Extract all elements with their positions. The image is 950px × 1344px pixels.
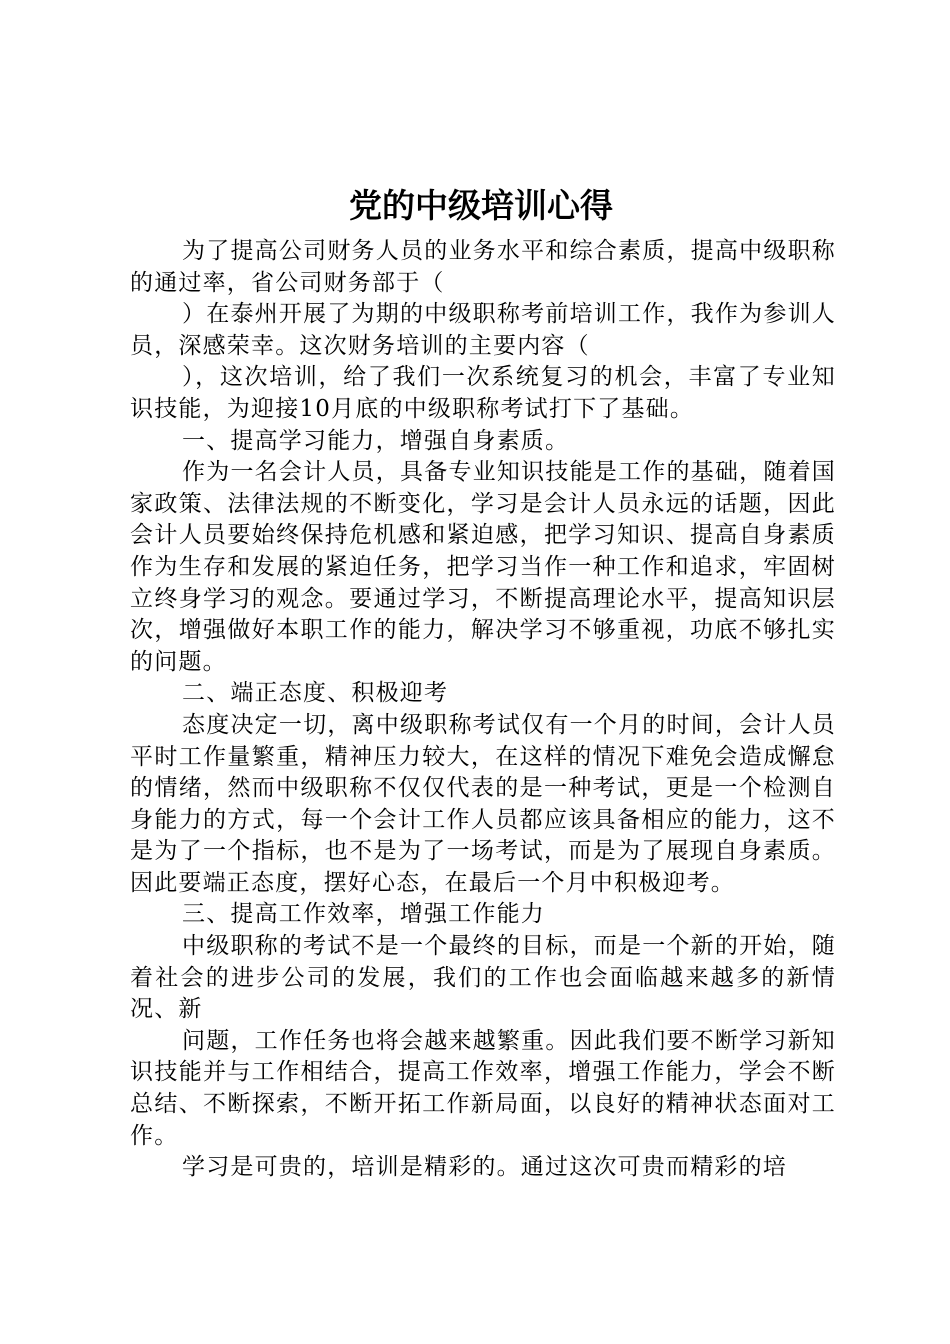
section-heading-3: 三、提高工作效率，增强工作能力 [182,901,545,928]
paragraph-3: ），这次培训，给了我们一次系统复习的机会，丰富了专业知识技能，为迎接10月底的中级职称考试打下了基础。 [130,364,836,422]
paragraph-6: 中级职称的考试不是一个最终的目标，而是一个新的开始，随着社会的进步公司的发展，我们的工作也会面临越来越多的新情况、新 [130,933,836,1023]
document-title: 党的中级培训心得 [349,186,613,225]
paragraph-5: 态度决定一切，离中级职称考试仅有一个月的时间，会计人员平时工作量繁重，精神压力较大，在这样的情况下难免会造成懈怠的情绪，然而中级职称不仅仅代表的是一种考试，更是一个检测自身能力的方式，每一个会计工作人员都应该具备相应的能力，这不是为了一个指标，也不是为了一场考试，而是为了展现自身素质。因此要端正态度，摆好心态，在最后一个月中积极迎考。 [130,711,836,896]
paragraph-7: 问题，工作任务也将会越来越繁重。因此我们要不断学习新知识技能并与工作相结合，提高工作效率，增强工作能力，学会不断总结、不断探索，不断开拓工作新局面，以良好的精神状态面对工作。 [130,1027,836,1149]
paragraph-1: 为了提高公司财务人员的业务水平和综合素质，提高中级职称的通过率，省公司财务部于（ [130,238,836,296]
document-body [130,236,836,1184]
paragraph-2: ）在泰州开展了为期的中级职称考前培训工作，我作为参训人员，深感荣幸。这次财务培训的主要内容（ [130,301,836,359]
paragraph-4: 作为一名会计人员，具备专业知识技能是工作的基础，随着国家政策、法律法规的不断变化，学习是会计人员永远的话题，因此会计人员要始终保持危机感和紧迫感，把学习知识、提高自身素质作为生存和发展的紧迫任务，把学习当作一种工作和追求，牢固树立终身学习的观念。要通过学习，不断提高理论水平，提高知识层次，增强做好本职工作的能力，解决学习不够重视，功底不够扎实的问题。 [130,459,836,675]
paragraph-8: 学习是可贵的，培训是精彩的。通过这次可贵而精彩的培 [182,1154,787,1181]
section-heading-1: 一、提高学习能力，增强自身素质。 [182,427,570,454]
section-heading-2: 二、端正态度、积极迎考 [182,680,449,707]
